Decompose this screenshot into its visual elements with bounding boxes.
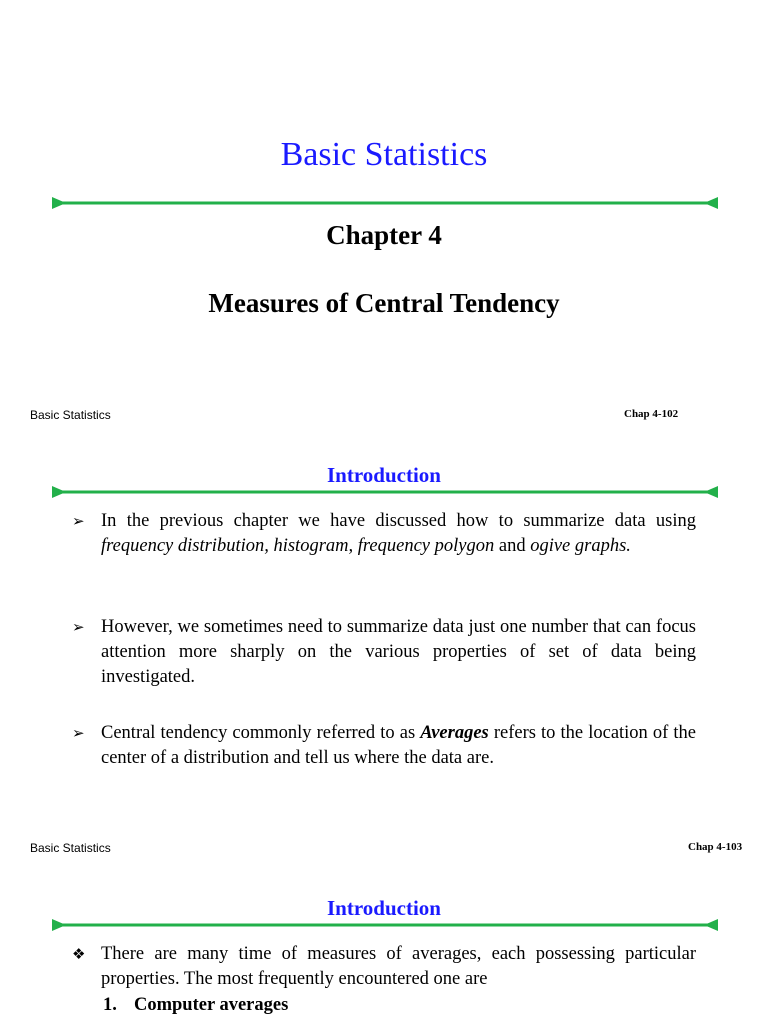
bullet-item [72,942,696,992]
bullet-text: However, we sometimes need to summarize data just one number that can focus attention more sharply on the various properties of set of data being investigated. [101,617,696,687]
bullet-item [72,509,696,559]
bullet-item [72,615,696,690]
arrowhead-bullet-icon: ➢ [72,724,85,742]
item-label: Computer averages [134,995,289,1015]
divider-rule [52,486,718,498]
footer-left-label: Basic Statistics [30,408,111,422]
item-number: 1. [103,995,117,1015]
bullet-text: In the previous chapter we have discussed how to summarize data using frequency distribution, histogram, frequency polygon and ogive graphs. [101,511,696,556]
chapter-heading: Chapter 4 [326,220,442,250]
footer-left-label: Basic Statistics [30,841,111,855]
section-title: Introduction [327,896,441,920]
footer-page-number: Chap 4-102 [624,408,679,420]
bullet-text: There are many time of measures of averages, each possessing particular properties. The most frequently encountered one are [101,944,696,989]
section-title: Introduction [327,463,441,487]
divider-rule [52,197,718,209]
numbered-item [103,995,288,1016]
arrowhead-bullet-icon: ➢ [72,512,85,530]
bullet-item [72,721,696,771]
arrowhead-bullet-icon: ➢ [72,618,85,636]
bullet-text: Central tendency commonly referred to as Averages refers to the location of the center of a distribution and tell us where the data are. [101,723,697,768]
slide-title: Basic Statistics [280,136,488,173]
divider-rule [52,919,718,931]
chapter-subtitle: Measures of Central Tendency [208,288,560,318]
footer-page-number: Chap 4-103 [688,841,743,853]
diamond-bullet-icon: ❖ [72,945,86,963]
